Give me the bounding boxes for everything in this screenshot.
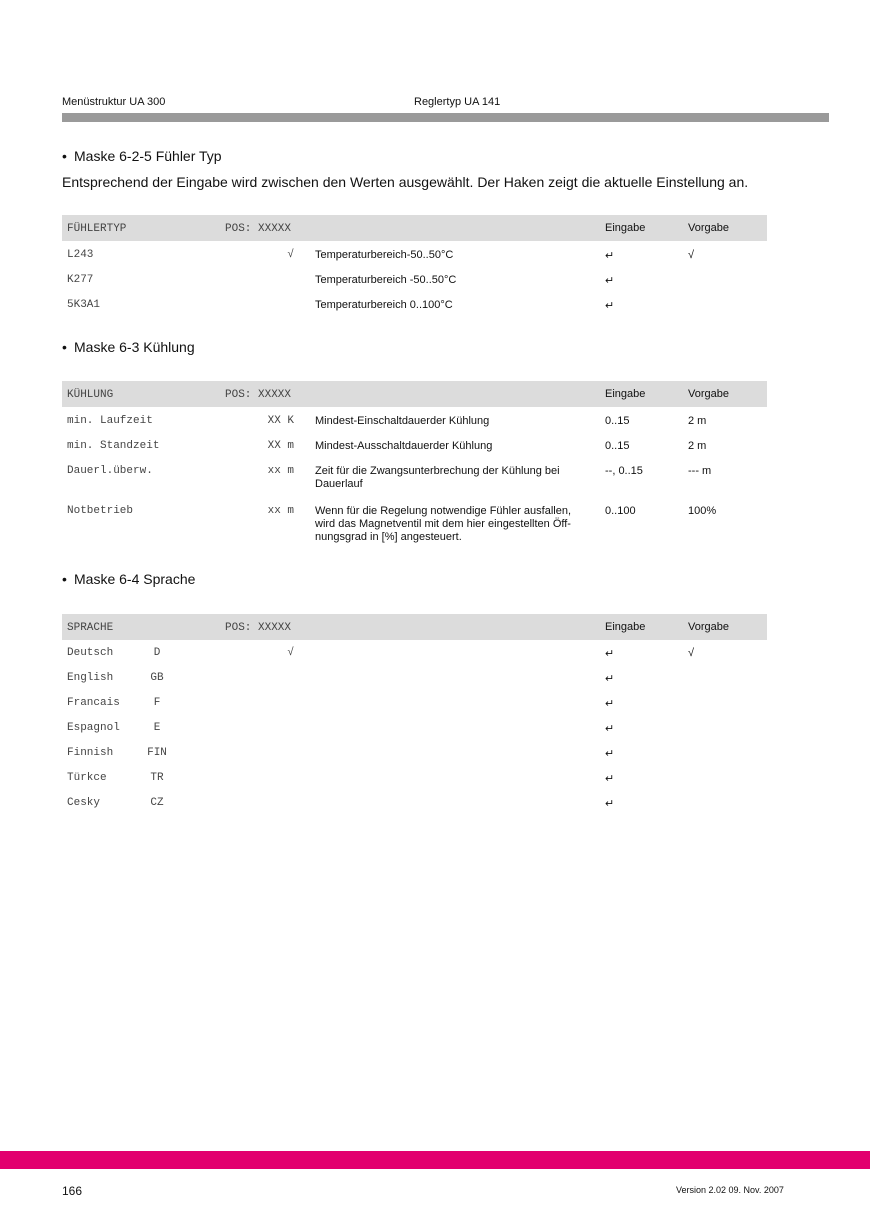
table-row[interactable] <box>62 274 767 299</box>
enter-icon: ↵ <box>605 798 615 810</box>
language-name: Finnish <box>67 747 114 759</box>
check-icon: √ <box>287 249 294 261</box>
page-number: 166 <box>62 1184 83 1198</box>
table-row[interactable] <box>62 772 767 797</box>
enter-icon: ↵ <box>605 748 615 760</box>
enter-icon: ↵ <box>605 300 615 312</box>
table-row[interactable] <box>62 797 767 822</box>
fuehler-table <box>62 215 767 324</box>
col-vorgabe-header: Vorgabe <box>688 388 729 400</box>
table-header <box>62 381 767 407</box>
row-desc: Zeit für die Zwangsunterbrechung der Kühlung bei Dauerlauf <box>315 465 560 490</box>
table-row[interactable] <box>62 722 767 747</box>
enter-icon: ↵ <box>605 648 615 660</box>
section-title-text: Maske 6-3 Kühlung <box>74 339 195 355</box>
col-pos-header: POS: XXXXX <box>225 622 292 634</box>
row-desc: Wenn für die Regelung notwendige Fühler ausfallen, wird das Magnetventil mit dem hier eingestellten Öff-nungsgrad in [%] angesteuert. <box>315 505 572 543</box>
table-row[interactable] <box>62 440 767 465</box>
col-vorgabe-header: Vorgabe <box>688 621 729 633</box>
col-pos-header: POS: XXXXX <box>225 389 292 401</box>
enter-icon: ↵ <box>605 275 615 287</box>
check-icon: √ <box>688 647 695 659</box>
row-name: Notbetrieb <box>67 505 134 517</box>
row-eingabe: 0..15 <box>605 415 630 427</box>
enter-icon: ↵ <box>605 698 615 710</box>
language-name: English <box>67 672 114 684</box>
language-name: Espagnol <box>67 722 120 734</box>
section-title-text: Maske 6-4 Sprache <box>74 571 196 587</box>
row-eingabe: 0..100 <box>605 505 636 517</box>
header-center: Reglertyp UA 141 <box>414 96 501 108</box>
table-row[interactable] <box>62 249 767 274</box>
row-desc: Mindest-Ausschaltdauerder Kühlung <box>315 440 493 452</box>
table-row[interactable] <box>62 299 767 324</box>
footer-bar <box>0 1151 870 1169</box>
language-code: E <box>153 722 161 734</box>
language-code: D <box>153 647 161 659</box>
bullet: • <box>62 571 67 587</box>
language-name: Türkce <box>67 772 107 784</box>
table-row[interactable] <box>62 672 767 697</box>
section-title-text: Maske 6-2-5 Fühler Typ <box>74 148 222 164</box>
language-name: Cesky <box>67 797 101 809</box>
row-name: 5K3A1 <box>67 299 101 311</box>
row-eingabe: 0..15 <box>605 440 630 452</box>
row-value: XX K <box>267 415 294 427</box>
row-eingabe: --, 0..15 <box>605 465 643 477</box>
language-code: FIN <box>147 747 167 759</box>
table-row[interactable] <box>62 697 767 722</box>
check-icon: √ <box>688 249 695 261</box>
table-header <box>62 614 767 640</box>
row-vorgabe: 2 m <box>688 440 707 452</box>
section-title-kuehlung <box>62 339 195 355</box>
section-title-sprache <box>62 571 195 587</box>
table-row[interactable] <box>62 505 767 549</box>
sprache-table <box>62 614 767 822</box>
enter-icon: ↵ <box>605 673 615 685</box>
row-vorgabe: 2 m <box>688 415 707 427</box>
row-name: Dauerl.überw. <box>67 465 153 477</box>
header-left: Menüstruktur UA 300 <box>62 96 166 108</box>
row-desc: Temperaturbereich 0..100°C <box>315 299 453 311</box>
table-row[interactable] <box>62 647 767 672</box>
language-code: CZ <box>150 797 164 809</box>
table-header <box>62 215 767 241</box>
section-title-fuehler-typ <box>62 148 222 164</box>
row-desc: Temperaturbereich -50..50°C <box>315 274 457 286</box>
row-name: K277 <box>67 274 94 286</box>
col-name-header: KÜHLUNG <box>67 389 114 401</box>
col-name-header: SPRACHE <box>67 622 114 634</box>
version-info: Version 2.02 09. Nov. 2007 <box>676 1185 784 1195</box>
row-name: L243 <box>67 249 94 261</box>
language-name: Deutsch <box>67 647 114 659</box>
row-desc: Mindest-Einschaltdauerder Kühlung <box>315 415 490 427</box>
col-vorgabe-header: Vorgabe <box>688 222 729 234</box>
col-name-header: FÜHLERTYP <box>67 223 127 235</box>
enter-icon: ↵ <box>605 250 615 262</box>
language-code: F <box>153 697 161 709</box>
language-name: Francais <box>67 697 120 709</box>
col-eingabe-header: Eingabe <box>605 222 646 234</box>
row-vorgabe: 100% <box>688 505 717 517</box>
row-value: xx m <box>267 505 294 517</box>
col-eingabe-header: Eingabe <box>605 621 646 633</box>
table-row[interactable] <box>62 747 767 772</box>
enter-icon: ↵ <box>605 773 615 785</box>
row-value: xx m <box>267 465 294 477</box>
bullet: • <box>62 339 67 355</box>
check-icon: √ <box>287 647 294 659</box>
kuehlung-table <box>62 381 767 549</box>
language-code: TR <box>150 772 164 784</box>
language-code: GB <box>150 672 164 684</box>
row-name: min. Standzeit <box>67 440 160 452</box>
row-vorgabe: --- m <box>688 465 712 477</box>
row-value: XX m <box>267 440 294 452</box>
header-bar <box>62 113 829 122</box>
col-eingabe-header: Eingabe <box>605 388 646 400</box>
intro-text: Entsprechend der Eingabe wird zwischen den Werten ausgewählt. Der Haken zeigt die aktuelle Einstellung an. <box>62 174 749 190</box>
table-row[interactable] <box>62 465 767 505</box>
bullet: • <box>62 148 67 164</box>
row-desc: Temperaturbereich-50..50°C <box>315 249 454 261</box>
enter-icon: ↵ <box>605 723 615 735</box>
table-row[interactable] <box>62 415 767 440</box>
row-name: min. Laufzeit <box>67 415 153 427</box>
col-pos-header: POS: XXXXX <box>225 223 292 235</box>
